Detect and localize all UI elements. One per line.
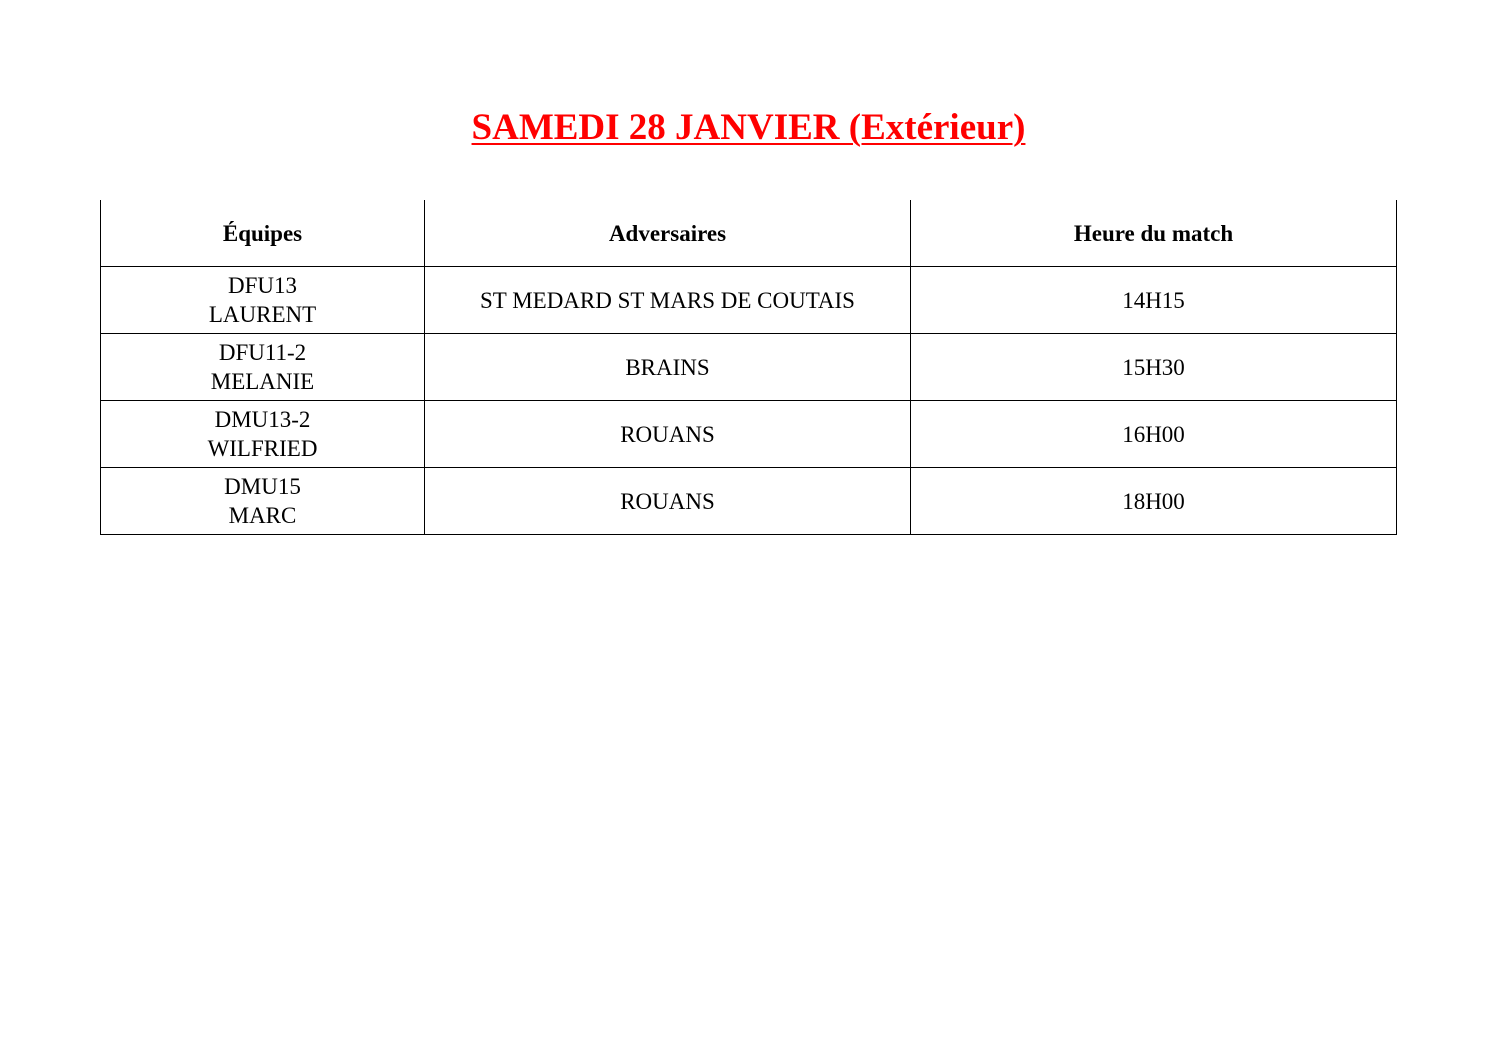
coach-name: WILFRIED [207,436,318,461]
match-time-cell: 15H30 [911,334,1397,401]
team-cell [101,468,425,535]
match-time-cell: 16H00 [911,401,1397,468]
coach-name: LAURENT [208,302,317,327]
team-name: DMU15 [224,474,301,499]
column-header-opponents: Adversaires [425,200,911,267]
table-header-row [101,200,1397,267]
coach-name: MELANIE [210,369,315,394]
page-title: SAMEDI 28 JANVIER (Extérieur) [471,107,1026,148]
team-cell [101,267,425,334]
table-row [101,401,1397,468]
coach-name: MARC [228,503,297,528]
team-name: DFU13 [227,273,297,298]
match-time-cell: 18H00 [911,468,1397,535]
match-time-cell: 14H15 [911,267,1397,334]
opponent-cell: ROUANS [425,468,911,535]
table-row [101,334,1397,401]
team-cell [101,334,425,401]
match-schedule-table [100,200,1397,535]
opponent-cell: ST MEDARD ST MARS DE COUTAIS [425,267,911,334]
team-name: DFU11-2 [218,340,307,365]
opponent-cell: BRAINS [425,334,911,401]
table-row [101,267,1397,334]
column-header-match-time: Heure du match [911,200,1397,267]
team-cell [101,401,425,468]
column-header-teams: Équipes [101,200,425,267]
team-name: DMU13-2 [214,407,311,432]
table-row [101,468,1397,535]
opponent-cell: ROUANS [425,401,911,468]
